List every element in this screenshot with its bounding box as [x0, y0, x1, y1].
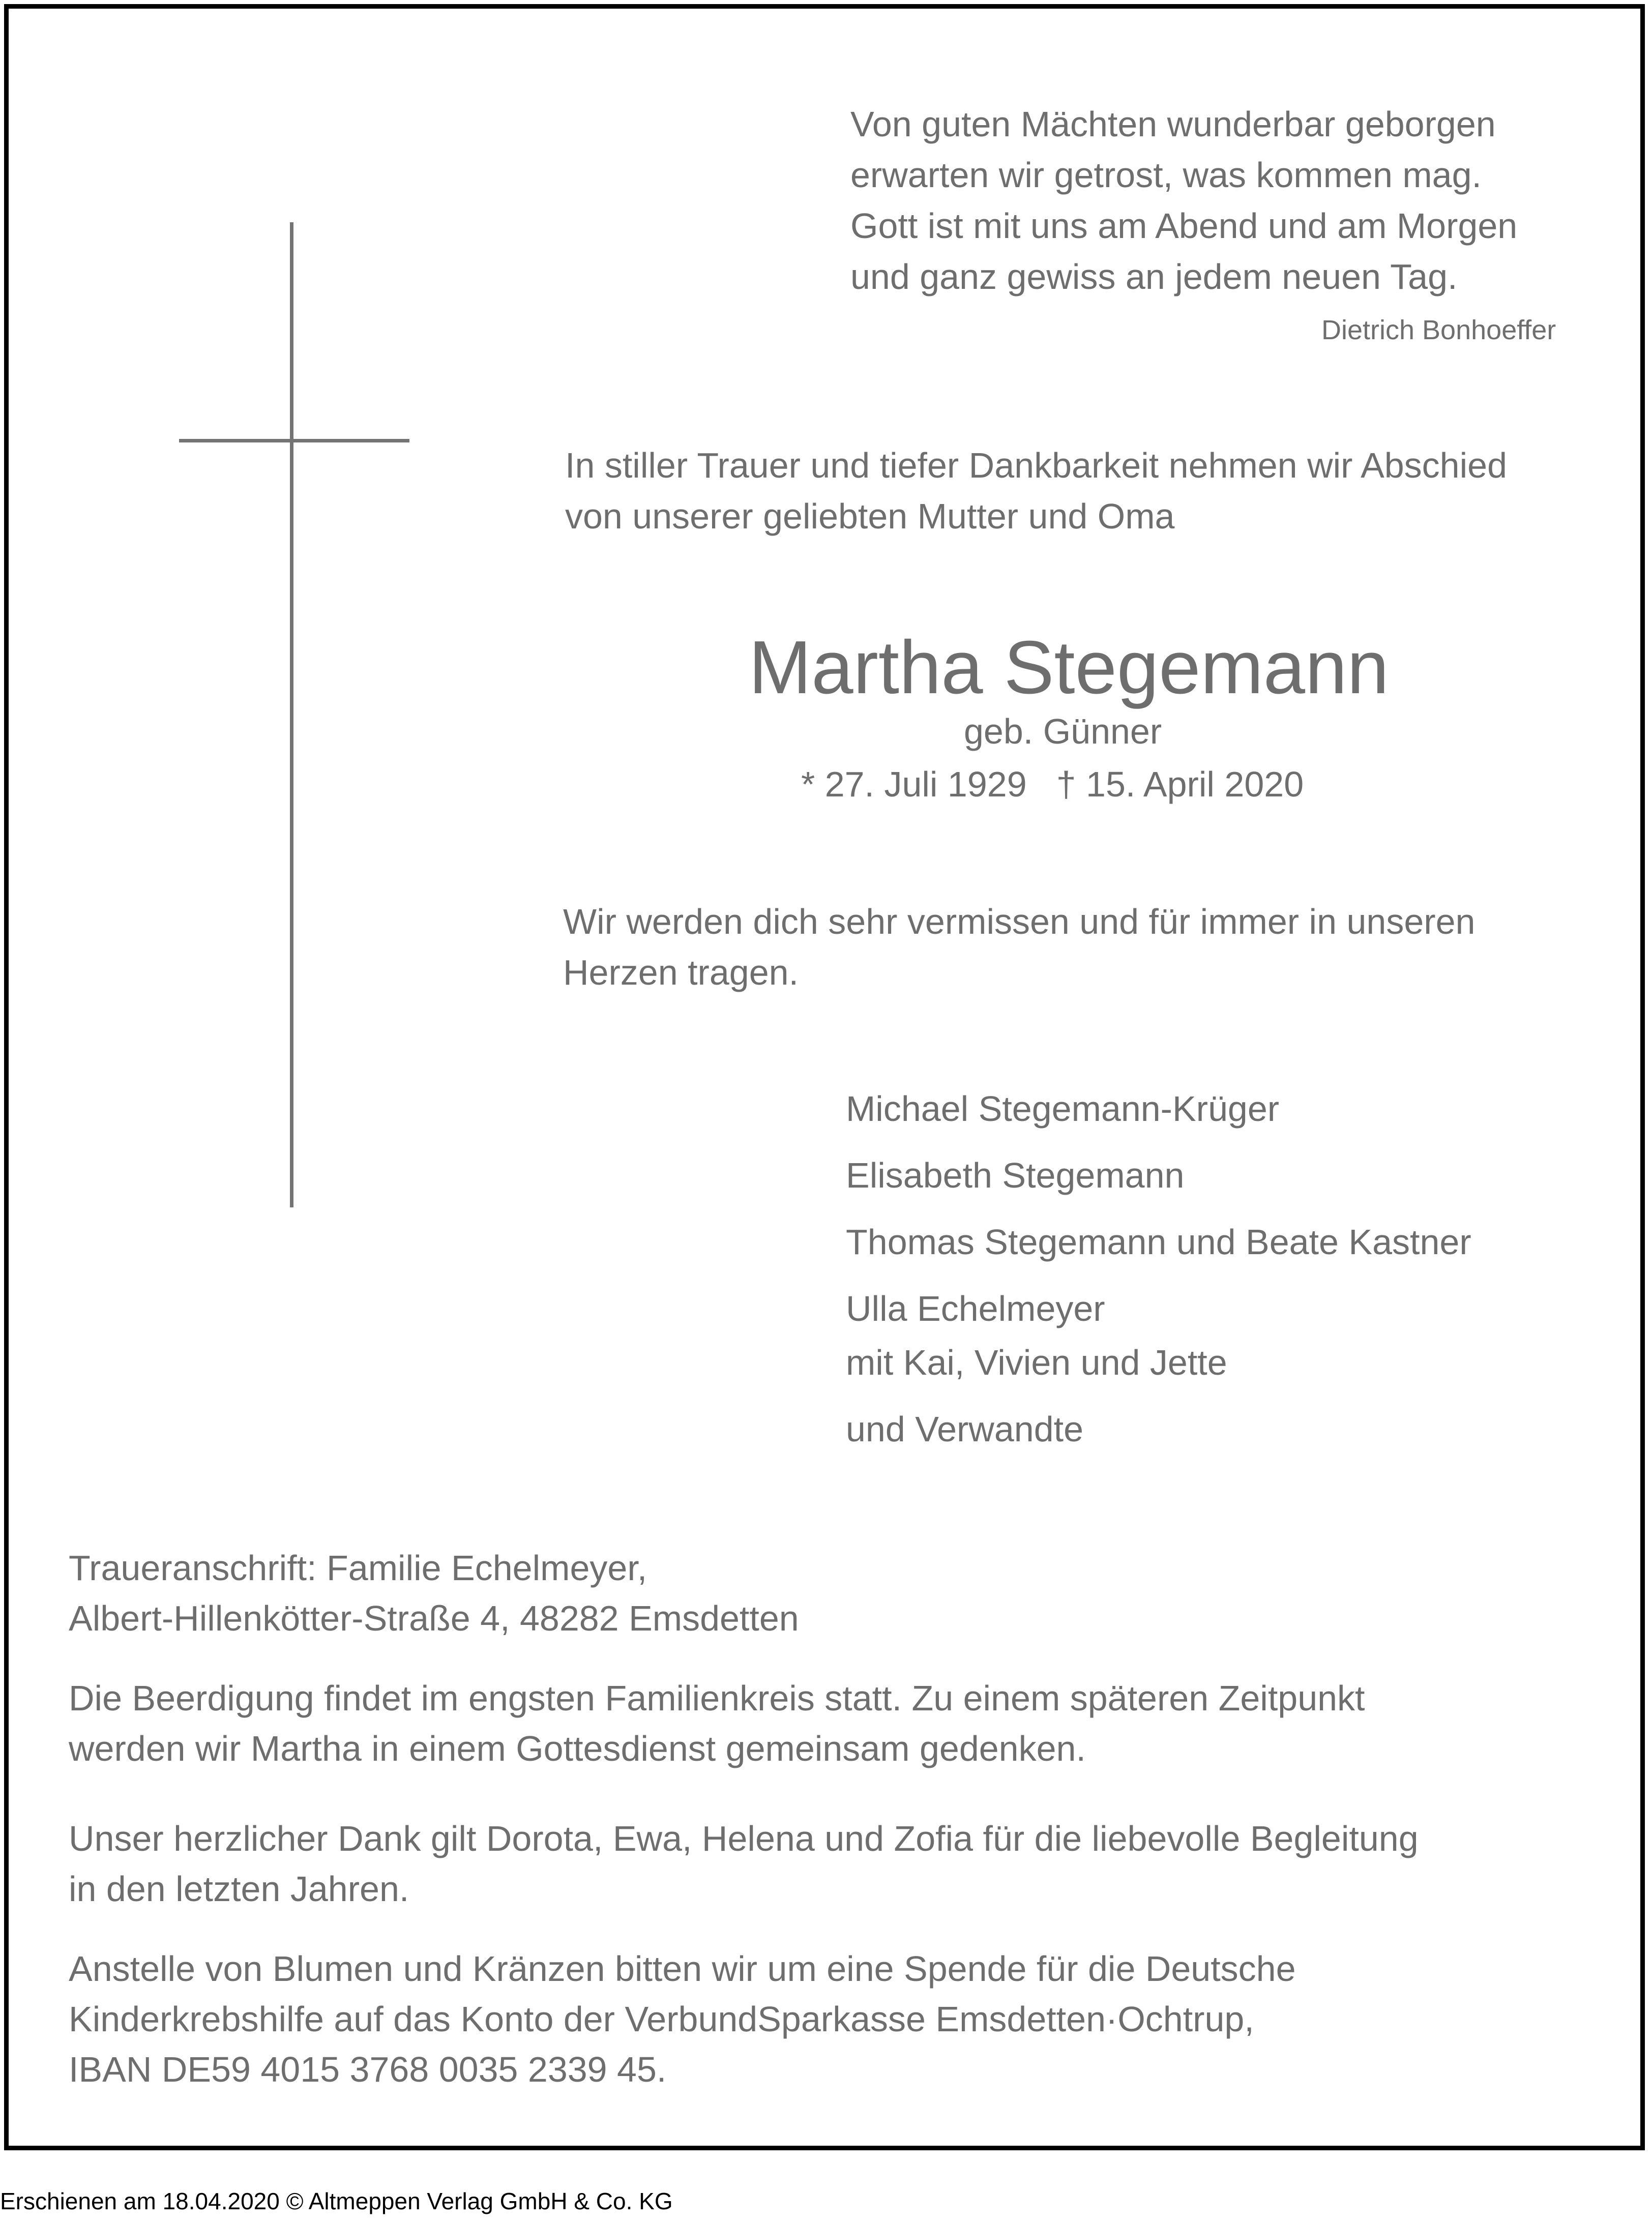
mourner-name: Michael Stegemann-Krüger — [846, 1089, 1280, 1129]
donation-notice — [69, 1944, 1296, 2095]
quote-line: erwarten wir getrost, was kommen mag. — [850, 155, 1482, 195]
farewell-text — [563, 896, 1475, 998]
farewell-line: Wir werden dich sehr vermissen und für immer in unseren — [563, 902, 1476, 941]
cross-icon-horizontal — [179, 439, 409, 442]
death-date: † 15. April 2020 — [1056, 764, 1304, 804]
life-dates — [801, 761, 1304, 807]
mourner-name: Thomas Stegemann und Beate Kastner — [846, 1222, 1471, 1262]
deceased-name: Martha Stegemann — [749, 626, 1389, 709]
quote-line: Von guten Mächten wunderbar geborgen — [850, 104, 1496, 144]
thanks-notice — [69, 1814, 1419, 1914]
publication-footer: Erschienen am 18.04.2020 © Altmeppen Verlag GmbH & Co. KG — [0, 2188, 673, 2214]
donation-line: Anstelle von Blumen und Kränzen bitten wir um eine Spende für die Deutsche — [69, 1949, 1296, 1989]
donation-line: Kinderkrebshilfe auf das Konto der VerbundSparkasse Emsdetten·Ochtrup, — [69, 1999, 1254, 2039]
address-line: Albert-Hillenkötter-Straße 4, 48282 Emsdetten — [69, 1598, 799, 1638]
mourner-name: Ulla Echelmeyer — [846, 1289, 1105, 1328]
bonhoeffer-quote — [850, 99, 1517, 302]
mourner-name: mit Kai, Vivien und Jette — [846, 1343, 1227, 1382]
intro-line: In stiller Trauer und tiefer Dankbarkeit nehmen wir Abschied — [565, 446, 1508, 485]
quote-line: Gott ist mit uns am Abend und am Morgen — [850, 206, 1518, 246]
deceased-birth-name: geb. Günner — [964, 712, 1162, 751]
birth-date: * 27. Juli 1929 — [801, 764, 1027, 804]
cross-icon-vertical — [290, 222, 293, 1207]
address-line: Traueranschrift: Familie Echelmeyer, — [69, 1548, 647, 1588]
farewell-line: Herzen tragen. — [563, 953, 799, 992]
mourner-name: Elisabeth Stegemann — [846, 1156, 1185, 1195]
funeral-notice — [69, 1673, 1365, 1774]
funeral-line: Die Beerdigung findet im engsten Familienkreis statt. Zu einem späteren Zeitpunkt — [69, 1678, 1365, 1718]
funeral-line: werden wir Martha in einem Gottesdienst gemeinsam gedenken. — [69, 1729, 1086, 1768]
thanks-line: Unser herzlicher Dank gilt Dorota, Ewa, Helena und Zofia für die liebevolle Begleitung — [69, 1819, 1419, 1858]
intro-line: von unserer geliebten Mutter und Oma — [565, 496, 1175, 536]
thanks-line: in den letzten Jahren. — [69, 1869, 409, 1909]
quote-line: und ganz gewiss an jedem neuen Tag. — [850, 257, 1458, 297]
mourner-name: und Verwandte — [846, 1409, 1084, 1449]
quote-author: Dietrich Bonhoeffer — [1321, 315, 1556, 345]
intro-text — [565, 440, 1507, 542]
address-block — [69, 1543, 799, 1644]
donation-line: IBAN DE59 4015 3768 0035 2339 45. — [69, 2050, 667, 2089]
